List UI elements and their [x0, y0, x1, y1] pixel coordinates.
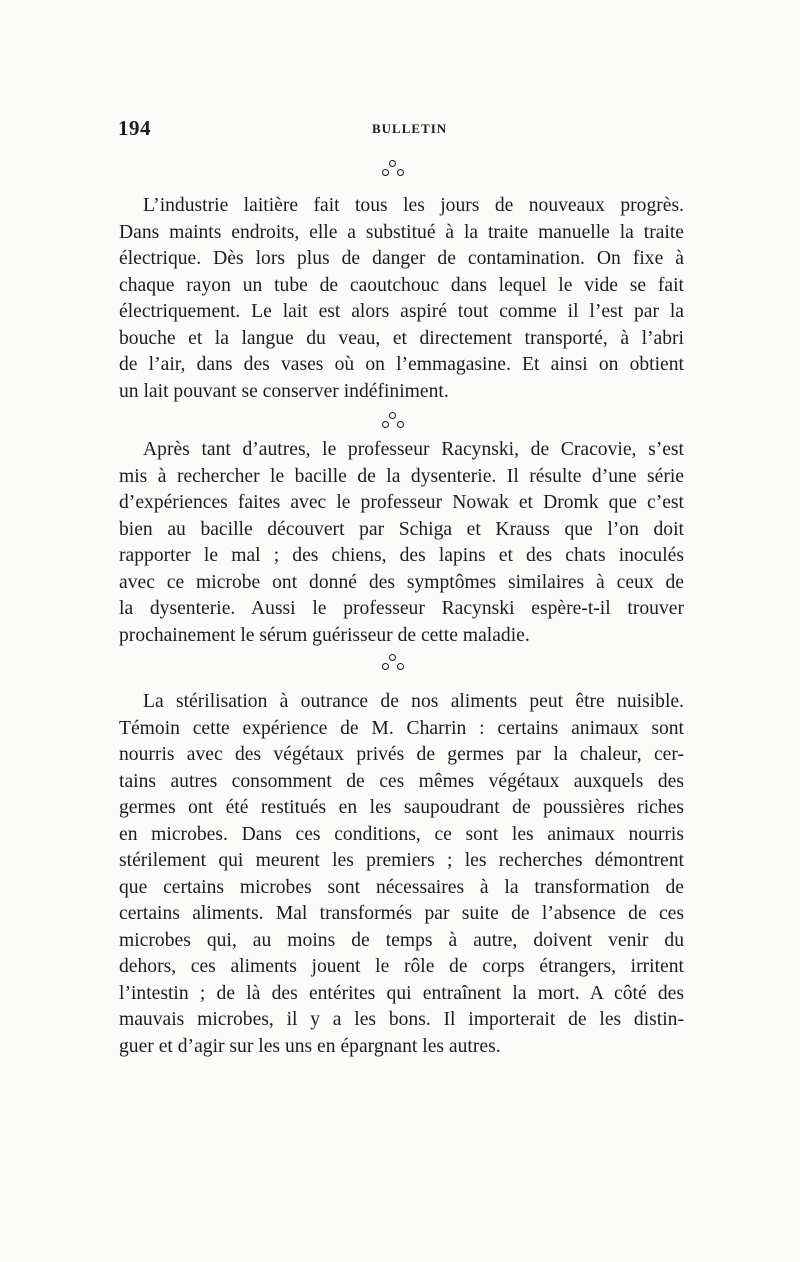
text-line: avec ce microbe ont donné des symptômes similaires à ceux de	[119, 571, 684, 593]
text-line: d’expériences faites avec le professeur Nowak et Dromk que c’est	[119, 492, 684, 513]
text-line: en microbes. Dans ces conditions, ce sont les animaux nourris	[119, 823, 684, 845]
text-line: certains aliments. Mal transformés par suite de l’absence de ces	[119, 903, 684, 924]
text-line: germes ont été restitués en les saupoudrant de poussières riches	[119, 797, 684, 818]
text-line: bouche et la langue du veau, et directement transporté, à l’abri	[119, 327, 684, 349]
text-line: prochainement le sérum guérisseur de cette maladie.	[119, 624, 530, 646]
text-line: électriquement. Le lait est alors aspiré tout comme il l’est par la	[119, 301, 684, 322]
text-line: mis à rechercher le bacille de la dysenterie. Il résulte d’une série	[119, 465, 684, 487]
text-line: L’industrie laitière fait tous les jours de nouveaux progrès.	[143, 195, 684, 216]
running-title: BULLETIN	[372, 121, 448, 136]
text-line: La stérilisation à outrance de nos aliments peut être nuisible.	[143, 691, 684, 712]
text-line: rapporter le mal ; des chiens, des lapins et des chats inoculés	[119, 545, 684, 566]
text-line: bien au bacille découvert par Schiga et Krauss que l’on doit	[119, 518, 684, 540]
text-line: électrique. Dès lors plus de danger de contamination. On fixe à	[119, 248, 684, 269]
text-line: de l’air, dans des vases où on l’emmagasine. Et ainsi on obtient	[119, 354, 684, 375]
asterism-separator-3	[378, 654, 412, 680]
asterism-separator-2	[378, 412, 412, 438]
paragraph-sterilization	[119, 689, 684, 1060]
text-line: l’intestin ; de là des entérites qui entraînent la mort. A côté des	[119, 982, 684, 1004]
text-line: chaque rayon un tube de caoutchouc dans lequel le vide se fait	[119, 274, 684, 296]
text-line: que certains microbes sont nécessaires à la transformation de	[119, 876, 684, 898]
text-line: Témoin cette expérience de M. Charrin : certains animaux sont	[119, 717, 684, 739]
text-line: mauvais microbes, il y a les bons. Il importerait de les distin-	[119, 1009, 684, 1030]
text-line: Dans maints endroits, elle a substitué à la traite manuelle la traite	[119, 221, 684, 243]
text-line: stérilement qui meurent les premiers ; les recherches démontrent	[119, 850, 684, 871]
asterism-separator-1	[378, 160, 412, 186]
text-line: guer et d’agir sur les uns en épargnant les autres.	[119, 1035, 501, 1057]
text-line: la dysenterie. Aussi le professeur Racynski espère-t-il trouver	[119, 598, 684, 619]
text-line: Après tant d’autres, le professeur Racynski, de Cracovie, s’est	[143, 439, 684, 460]
text-line: microbes qui, au moins de temps à autre, doivent venir du	[119, 929, 684, 951]
page-header	[118, 116, 678, 146]
text-line: un lait pouvant se conserver indéfiniment.	[119, 380, 449, 402]
page-number: 194	[118, 116, 151, 140]
text-line: tains autres consomment de ces mêmes végétaux auxquels des	[119, 770, 684, 792]
paragraph-dysentery	[119, 437, 684, 649]
paragraph-dairy-industry	[119, 193, 684, 405]
text-line: dehors, ces aliments jouent le rôle de corps étrangers, irritent	[119, 956, 684, 977]
text-line: nourris avec des végétaux privés de germes par la chaleur, cer-	[119, 744, 684, 765]
